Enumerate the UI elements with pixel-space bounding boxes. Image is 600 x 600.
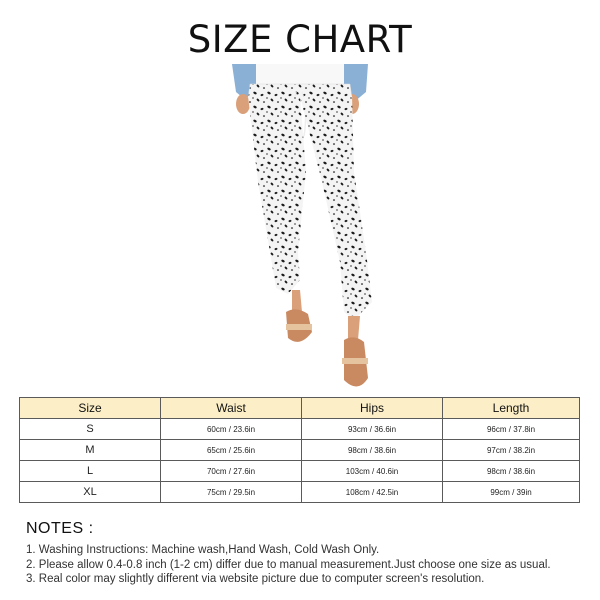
notes-title: NOTES :: [26, 520, 94, 537]
product-photo: [0, 62, 600, 392]
header-size: Size: [20, 398, 161, 419]
length-cell: 96cm / 37.8in: [443, 419, 580, 440]
table-row: [20, 440, 580, 461]
waist-cell: 65cm / 25.6in: [161, 440, 302, 461]
waist-cell: 60cm / 23.6in: [161, 419, 302, 440]
size-cell: L: [20, 461, 161, 482]
waist-cell: 75cm / 29.5in: [161, 482, 302, 503]
waist-cell: 70cm / 27.6in: [161, 461, 302, 482]
note-item: 3. Real color may slightly different via website picture due to computer screen's resolution.: [26, 573, 485, 585]
length-cell: 97cm / 38.2in: [443, 440, 580, 461]
hips-cell: 98cm / 38.6in: [302, 440, 443, 461]
size-cell: XL: [20, 482, 161, 503]
size-cell: M: [20, 440, 161, 461]
notes-section: [26, 520, 586, 587]
header-length: Length: [443, 398, 580, 419]
hips-cell: 93cm / 36.6in: [302, 419, 443, 440]
hips-cell: 108cm / 42.5in: [302, 482, 443, 503]
note-item: 2. Please allow 0.4-0.8 inch (1-2 cm) differ due to manual measurement.Just choose one size as usual.: [26, 558, 551, 571]
header-hips: Hips: [302, 398, 443, 419]
table-header-row: [20, 398, 580, 419]
note-item: 1. Washing Instructions: Machine wash,Hand Wash, Cold Wash Only.: [26, 544, 380, 556]
table-row: [20, 461, 580, 482]
table-row: [20, 482, 580, 503]
size-cell: S: [20, 419, 161, 440]
table-row: [20, 419, 580, 440]
length-cell: 98cm / 38.6in: [443, 461, 580, 482]
hips-cell: 103cm / 40.6in: [302, 461, 443, 482]
length-cell: 99cm / 39in: [443, 482, 580, 503]
page-title: SIZE CHART: [187, 18, 413, 61]
header-waist: Waist: [161, 398, 302, 419]
size-table: [19, 397, 580, 503]
